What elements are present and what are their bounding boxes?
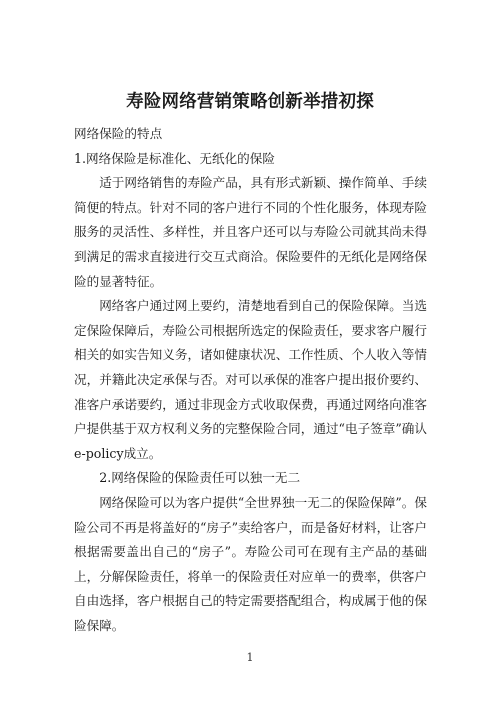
page-number: 1 xyxy=(246,651,254,664)
paragraph-3: 网络客户通过网上要约，清楚地看到自己的保险保障。当选定保险保障后，寿险公司根据所选定的保险责任，要求客户履行相关的如实告知义务，诸如健康状况、工作性质、个人收入等情况，并籍此决定承保与否。对可以承保的准客户提出报价要约、准客户承诺要约，通过非现金方式收取保费，再通过网络向准客户提供基于双方权利义务的完整保险合同，通过“电子签章”确认e-policy成立。 xyxy=(74,298,427,461)
paragraph-0: 网络保险的特点 xyxy=(74,126,163,141)
document-title: 寿险网络营销策略创新举措初探 xyxy=(126,92,374,112)
paragraph-4: 2.网络保险的保险责任可以独一无二 xyxy=(99,470,301,486)
paragraph-2: 适于网络销售的寿险产品，具有形式新颖、操作简单、手续简便的特点。针对不同的客户进行不同的个性化服务，体现寿险服务的灵活性、多样性，并且客户还可以与寿险公司就其尚未得到满足的需求直接进行交互式商洽。保险要件的无纸化是网络保险的显著特征。 xyxy=(74,175,427,289)
paragraph-1: 1.网络保险是标准化、无纸化的保险 xyxy=(74,150,275,166)
document-body xyxy=(74,122,427,638)
paragraph-5: 网络保险可以为客户提供“全世界独一无二的保险保障”。保险公司不再是将盖好的“房子”卖给客户，而是备好材料，让客户根据需要盖出自己的“房子”。寿险公司可在现有主产品的基础上，分解保险责任，将单一的保险责任对应单一的费率，供客户自由选择，客户根据自己的特定需要搭配组合，构成属于他的保险保障。 xyxy=(74,494,427,633)
